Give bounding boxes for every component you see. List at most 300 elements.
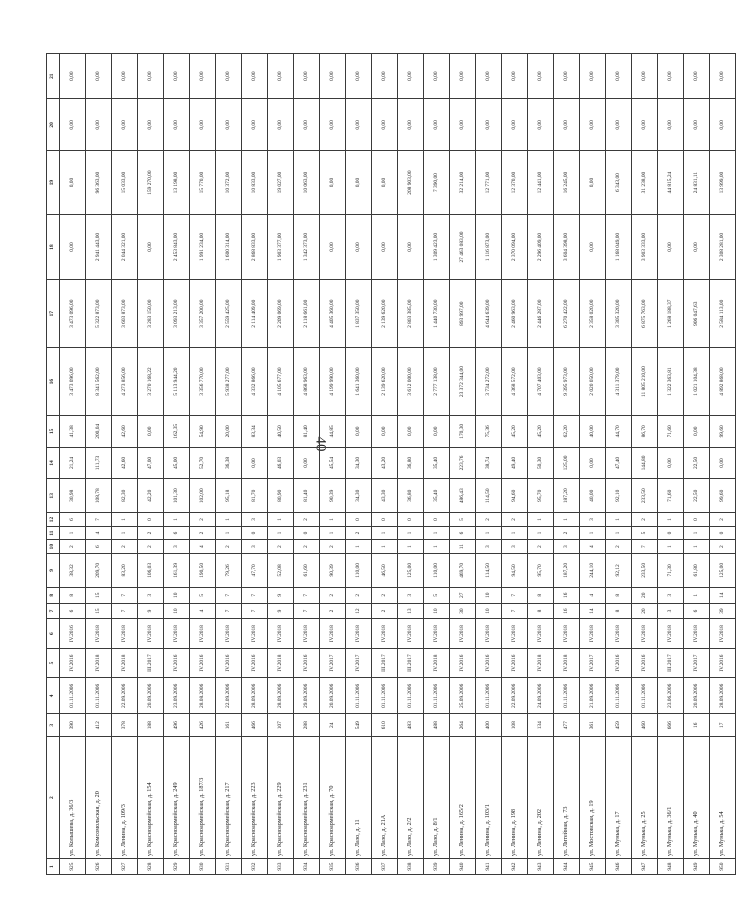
table-cell: 39 <box>710 603 736 619</box>
table-cell: IV.2018 <box>346 619 372 648</box>
table-cell: 0,00 <box>528 99 554 151</box>
table-cell: 3 <box>554 540 580 554</box>
table-cell: 0,00 <box>398 415 424 447</box>
table-cell: 14 <box>710 587 736 603</box>
table-cell: 8 <box>528 603 554 619</box>
address-cell: ул. Красноармейская, д. 231 <box>294 737 320 859</box>
table-cell: 38,32 <box>60 553 86 587</box>
table-cell: 9 395 973,00 <box>554 348 580 416</box>
table-cell: 1 268 188,37 <box>658 280 684 348</box>
column-number-cell: 4 <box>47 678 60 714</box>
table-row <box>268 54 294 875</box>
table-cell: 7 <box>294 587 320 603</box>
table-cell: 2 <box>346 587 372 603</box>
table-cell: IV.2018 <box>476 619 502 648</box>
table-cell: 1 <box>112 526 138 540</box>
table-cell: IV.2016 <box>476 648 502 677</box>
table-cell: 134 <box>528 714 554 737</box>
table-cell: 01.11.2006 <box>632 678 658 714</box>
table-cell: 32 214,00 <box>450 151 476 214</box>
table-cell: 12 441,00 <box>528 151 554 214</box>
table-cell: 44 815,24 <box>658 151 684 214</box>
table-row <box>320 54 346 875</box>
table-cell: 426 <box>190 714 216 737</box>
table-cell: 0,00 <box>606 54 632 99</box>
table-cell: 75,36 <box>476 415 502 447</box>
table-cell: 0,00 <box>346 214 372 280</box>
table-cell: 469,70 <box>450 553 476 587</box>
table-cell: 4 <box>580 587 606 603</box>
table-cell: 1 <box>554 513 580 527</box>
table-cell: 0,00 <box>606 99 632 151</box>
table-cell: 0,00 <box>294 99 320 151</box>
table-cell: 01.11.2006 <box>346 678 372 714</box>
table-cell: 0,00 <box>450 99 476 151</box>
table-cell: 0,00 <box>502 99 528 151</box>
address-cell: ул. Литейная, д. 73 <box>554 737 580 859</box>
table-cell: 0,00 <box>346 415 372 447</box>
table-cell: 2 <box>372 603 398 619</box>
table-cell: 0,00 <box>710 99 736 151</box>
table-cell: 0,00 <box>476 54 502 99</box>
table-cell: 1 <box>268 513 294 527</box>
table-cell: 948 <box>658 859 684 875</box>
table-cell: 190,50 <box>190 553 216 587</box>
table-cell: 6 343,00 <box>606 151 632 214</box>
table-cell: 928 <box>138 859 164 875</box>
table-cell: IV.2018 <box>710 619 736 648</box>
table-cell: 0,00 <box>112 54 138 99</box>
table-cell: 1 <box>580 526 606 540</box>
table-cell: 102,00 <box>190 479 216 513</box>
table-cell: 2 <box>190 513 216 527</box>
table-cell: 0,00 <box>60 99 86 151</box>
table-cell: 3 <box>658 603 684 619</box>
table-cell: III.2017 <box>372 648 398 677</box>
address-cell: ул. Красноармейская, д. 249 <box>164 737 190 859</box>
table-cell: 10 833,00 <box>242 151 268 214</box>
table-cell: 0,00 <box>476 99 502 151</box>
table-cell: 2 370 094,00 <box>502 214 528 280</box>
table-cell: 0,00 <box>684 415 710 447</box>
table-cell: 95,70 <box>528 553 554 587</box>
table-cell: 949 <box>684 859 710 875</box>
table-row <box>86 54 112 875</box>
column-number-cell: 15 <box>47 415 60 447</box>
column-number-cell: 14 <box>47 447 60 479</box>
rotated-register-table <box>46 53 736 875</box>
table-cell: 1 168 049,00 <box>606 214 632 280</box>
table-cell: 2 868 833,00 <box>242 214 268 280</box>
table-cell: 125,00 <box>554 447 580 479</box>
table-cell: 0,00 <box>554 99 580 151</box>
table-cell: 7 <box>502 603 528 619</box>
table-row <box>138 54 164 875</box>
table-cell: IV.2018 <box>86 648 112 677</box>
table-cell: 0,00 <box>684 214 710 280</box>
table-cell: 47,00 <box>138 447 164 479</box>
table-cell: 0,00 <box>580 54 606 99</box>
table-cell: IV.2016 <box>606 648 632 677</box>
table-cell: 1 <box>658 540 684 554</box>
table-row <box>294 54 320 875</box>
table-cell: 1 641 360,00 <box>346 348 372 416</box>
table-cell: 2 941 443,00 <box>86 214 112 280</box>
table-cell: 82,30 <box>112 479 138 513</box>
table-cell: 22.09.2006 <box>216 678 242 714</box>
table-cell: 2 559 425,00 <box>216 280 242 348</box>
table-cell: 0,00 <box>60 54 86 99</box>
table-cell: 19 027,00 <box>268 151 294 214</box>
table-cell: 666 <box>658 714 684 737</box>
table-cell: 45,00 <box>164 447 190 479</box>
table-cell: 0,00 <box>268 99 294 151</box>
table-cell: 0,00 <box>580 151 606 214</box>
table-cell: 20,00 <box>216 415 242 447</box>
table-cell: 23.06.2006 <box>658 678 684 714</box>
table-cell: 361 <box>580 714 606 737</box>
register-table <box>46 53 736 875</box>
table-cell: 0 <box>138 513 164 527</box>
table-cell: 111,73 <box>86 447 112 479</box>
table-cell: 927 <box>112 859 138 875</box>
table-cell: 29.09.2006 <box>294 678 320 714</box>
table-cell: 0,00 <box>658 214 684 280</box>
table-cell: 40,00 <box>580 479 606 513</box>
table-cell: 459 <box>606 714 632 737</box>
table-cell: 16 <box>554 603 580 619</box>
table-cell: 21,24 <box>60 447 86 479</box>
table-cell: 99,60 <box>710 479 736 513</box>
table-cell: IV.2018 <box>112 619 138 648</box>
table-cell: 9 <box>268 587 294 603</box>
table-cell: 5 113 944,20 <box>164 348 190 416</box>
table-cell: 2 118 661,00 <box>294 280 320 348</box>
table-cell: 10 <box>164 587 190 603</box>
table-cell: 22.09.2006 <box>112 678 138 714</box>
table-cell: 0,00 <box>60 151 86 214</box>
table-cell: 2 <box>268 540 294 554</box>
table-cell: 2 <box>138 540 164 554</box>
address-cell: ул. Красноармейская, д. 187/3 <box>190 737 216 859</box>
table-cell: 3 <box>476 540 502 554</box>
table-cell: 114,50 <box>476 553 502 587</box>
table-cell: 7 <box>502 587 528 603</box>
table-cell: IV.2016 <box>294 648 320 677</box>
table-cell: 2 <box>138 526 164 540</box>
table-cell: 937 <box>372 859 398 875</box>
table-cell: 933 <box>268 859 294 875</box>
table-cell: 40,00 <box>580 415 606 447</box>
table-cell: 27 <box>450 587 476 603</box>
table-cell: 92,10 <box>606 479 632 513</box>
table-cell: 3 <box>138 587 164 603</box>
table-cell: 54,90 <box>190 415 216 447</box>
table-cell: 22,50 <box>684 447 710 479</box>
table-cell: 2 453 843,00 <box>164 214 190 280</box>
table-cell: 0,00 <box>398 214 424 280</box>
table-row <box>372 54 398 875</box>
table-cell: IV.2018 <box>450 619 476 648</box>
table-cell: 8 <box>606 603 632 619</box>
table-cell: 6 270 422,00 <box>554 280 580 348</box>
table-cell: 0,00 <box>138 99 164 151</box>
table-cell: 400 <box>476 714 502 737</box>
column-number-cell: 19 <box>47 151 60 214</box>
table-cell: 466 <box>242 714 268 737</box>
table-cell: 28.09.2006 <box>268 678 294 714</box>
address-cell: ул. Ленина, д. 109/3 <box>112 737 138 859</box>
table-cell: 947 <box>632 859 658 875</box>
table-cell: 15 <box>86 587 112 603</box>
table-cell: 7 <box>632 540 658 554</box>
table-cell: 10 <box>476 587 502 603</box>
table-cell: 1 <box>216 513 242 527</box>
table-cell: 0,00 <box>658 54 684 99</box>
table-cell: 0,00 <box>424 54 450 99</box>
column-number-cell: 18 <box>47 214 60 280</box>
table-cell: 52,70 <box>190 447 216 479</box>
table-cell: 0,00 <box>86 54 112 99</box>
table-cell: 12 <box>346 603 372 619</box>
table-cell: 7 <box>242 587 268 603</box>
table-cell: 4 <box>580 540 606 554</box>
table-cell: 200,04 <box>86 415 112 447</box>
table-cell: 4 405 360,00 <box>320 280 346 348</box>
table-cell: 0,00 <box>294 447 320 479</box>
table-cell: 3 356 770,00 <box>190 348 216 416</box>
table-cell: 926 <box>86 859 112 875</box>
table-cell: 6 <box>86 540 112 554</box>
table-cell: 1 021 104,38 <box>684 348 710 416</box>
table-cell: 244,10 <box>580 553 606 587</box>
table-row <box>528 54 554 875</box>
table-cell: 938 <box>398 859 424 875</box>
table-cell: 0,00 <box>190 99 216 151</box>
table-cell: 27 463 083,00 <box>450 214 476 280</box>
table-cell: 3 734 272,00 <box>476 348 502 416</box>
table-cell: 38,74 <box>476 447 502 479</box>
table-cell: 1 <box>424 526 450 540</box>
table-cell: 01.11.2006 <box>60 678 86 714</box>
table-cell: 3 <box>658 587 684 603</box>
table-cell: 61,80 <box>684 553 710 587</box>
table-cell: 20 <box>632 603 658 619</box>
table-cell: 36,38 <box>216 447 242 479</box>
table-cell: IV.2016 <box>164 648 190 677</box>
table-cell: 1 342 373,00 <box>294 214 320 280</box>
table-cell: 0,00 <box>112 99 138 151</box>
address-cell: ул. Красноармейская, д. 154 <box>138 737 164 859</box>
table-cell: 0,00 <box>138 415 164 447</box>
table-cell: 3 270 168,22 <box>138 348 164 416</box>
table-cell: 187,20 <box>554 479 580 513</box>
table-cell: 1 903 377,00 <box>268 214 294 280</box>
table-cell: 0,00 <box>320 99 346 151</box>
table-cell: IV.2016 <box>502 648 528 677</box>
table-cell: 92,12 <box>606 553 632 587</box>
table-cell: IV.2018 <box>268 648 294 677</box>
address-cell: ул. Комсомольская, д. 20 <box>86 737 112 859</box>
table-row <box>580 54 606 875</box>
table-row <box>60 54 86 875</box>
table-cell: 0,00 <box>372 99 398 151</box>
table-cell: 0,00 <box>320 54 346 99</box>
table-cell: 34,30 <box>346 447 372 479</box>
table-cell: 0 <box>684 513 710 527</box>
table-cell: 3 <box>242 540 268 554</box>
table-cell: 96 363,00 <box>86 151 112 214</box>
table-cell: IV.2016 <box>190 648 216 677</box>
table-cell: 549 <box>346 714 372 737</box>
table-cell: IV.2018 <box>528 648 554 677</box>
table-cell: 161,39 <box>164 553 190 587</box>
table-cell: 5 <box>632 526 658 540</box>
table-row <box>242 54 268 875</box>
table-cell: 3 283 150,00 <box>138 280 164 348</box>
table-row <box>346 54 372 875</box>
table-cell: 16 <box>554 587 580 603</box>
table-cell: 44,70 <box>606 415 632 447</box>
address-cell: ул. Красноармейская, д. 223 <box>242 737 268 859</box>
table-cell: IV.2018 <box>424 648 450 677</box>
table-cell: 15 770,00 <box>190 151 216 214</box>
table-cell: 45,20 <box>528 415 554 447</box>
table-cell: 22,50 <box>684 479 710 513</box>
table-cell: 13 <box>398 603 424 619</box>
table-row <box>398 54 424 875</box>
table-cell: 2 <box>606 540 632 554</box>
table-cell: 15 <box>86 603 112 619</box>
table-cell: 2 <box>710 513 736 527</box>
table-cell: 40,50 <box>268 415 294 447</box>
table-cell: 4 892 868,00 <box>710 348 736 416</box>
table-cell: 80,90 <box>268 479 294 513</box>
table-cell: 3 <box>398 587 424 603</box>
table-cell: 8 341 562,00 <box>86 348 112 416</box>
table-cell: 12 370,00 <box>502 151 528 214</box>
table-cell: IV.2018 <box>268 619 294 648</box>
table-cell: 3 <box>502 540 528 554</box>
table-cell: 159 270,00 <box>138 151 164 214</box>
table-cell: 1 <box>372 540 398 554</box>
table-cell: 1 <box>528 526 554 540</box>
table-cell: 17 <box>710 714 736 737</box>
table-cell: 412 <box>86 714 112 737</box>
address-cell: ул. Лазо, д. 2/2 <box>398 737 424 859</box>
table-cell: 41,38 <box>60 415 86 447</box>
table-cell: 2 <box>320 603 346 619</box>
table-cell: 44,85 <box>320 415 346 447</box>
table-cell: 28.08.2006 <box>190 678 216 714</box>
table-cell: 0,00 <box>60 214 86 280</box>
table-cell: 0,00 <box>580 447 606 479</box>
table-cell: 934 <box>294 859 320 875</box>
table-cell: 3 903 333,00 <box>632 214 658 280</box>
page-number: 40 <box>312 436 328 452</box>
table-row <box>606 54 632 875</box>
table-cell: 233,50 <box>632 553 658 587</box>
table-cell: 9 <box>138 603 164 619</box>
table-cell: 45,20 <box>502 415 528 447</box>
table-cell: IV.2018 <box>320 619 346 648</box>
table-row <box>476 54 502 875</box>
table-cell: 2 296 409,00 <box>528 214 554 280</box>
table-cell: 929 <box>164 859 190 875</box>
table-row <box>164 54 190 875</box>
table-cell: 30 <box>450 603 476 619</box>
table-cell: 2 <box>294 540 320 554</box>
table-cell: IV.2016 <box>60 619 86 648</box>
table-cell: 13 198,00 <box>164 151 190 214</box>
table-cell: 0 <box>294 526 320 540</box>
table-row <box>216 54 242 875</box>
table-cell: IV.2018 <box>86 619 112 648</box>
table-cell: 4 273 856,00 <box>112 348 138 416</box>
table-row <box>554 54 580 875</box>
table-cell: 9 <box>268 603 294 619</box>
table-cell: 233,50 <box>632 479 658 513</box>
table-cell: 1 <box>476 526 502 540</box>
table-cell: 893 997,00 <box>450 280 476 348</box>
table-cell: IV.2018 <box>528 619 554 648</box>
table-cell: IV.2018 <box>684 619 710 648</box>
table-cell: 936 <box>346 859 372 875</box>
table-cell: 223,76 <box>450 447 476 479</box>
table-cell: 5 <box>190 587 216 603</box>
table-cell: 2 <box>320 587 346 603</box>
table-cell: 28.09.2006 <box>242 678 268 714</box>
table-cell: 2 209 069,00 <box>268 280 294 348</box>
table-cell: 114,50 <box>476 479 502 513</box>
table-cell: 42,20 <box>138 479 164 513</box>
column-number-cell: 13 <box>47 479 60 513</box>
table-cell: 488 <box>424 714 450 737</box>
table-cell: 1 116 873,00 <box>476 214 502 280</box>
table-cell: 101,30 <box>164 479 190 513</box>
table-cell: IV.2018 <box>164 619 190 648</box>
table-cell: 15 033,00 <box>112 151 138 214</box>
table-cell: 2 <box>216 540 242 554</box>
table-cell: 24 <box>320 714 346 737</box>
table-row <box>658 54 684 875</box>
table-cell: 2 584 113,00 <box>710 280 736 348</box>
table-cell: 61,60 <box>294 553 320 587</box>
table-row <box>632 54 658 875</box>
table-cell: 36,80 <box>398 479 424 513</box>
table-cell: 81,40 <box>294 479 320 513</box>
table-cell: 1 <box>346 540 372 554</box>
table-cell: 20.09.2006 <box>684 678 710 714</box>
table-cell: 7 390,00 <box>424 151 450 214</box>
table-cell: 35,40 <box>424 447 450 479</box>
table-cell: 208 903,00 <box>398 151 424 214</box>
table-row <box>190 54 216 875</box>
table-cell: 1 <box>398 526 424 540</box>
table-cell: 0,00 <box>528 54 554 99</box>
table-cell: 4 707 403,00 <box>528 348 554 416</box>
table-cell: 390 <box>60 714 86 737</box>
table-cell: 0,00 <box>138 214 164 280</box>
table-cell: IV.2018 <box>606 619 632 648</box>
table-cell: 5 938 277,00 <box>216 348 242 416</box>
table-cell: 6 <box>684 603 710 619</box>
table-cell: 0,00 <box>684 99 710 151</box>
table-cell: 2 <box>60 540 86 554</box>
table-cell: 2 <box>502 513 528 527</box>
table-cell: IV.2016 <box>450 648 476 677</box>
table-cell: 0,00 <box>164 99 190 151</box>
